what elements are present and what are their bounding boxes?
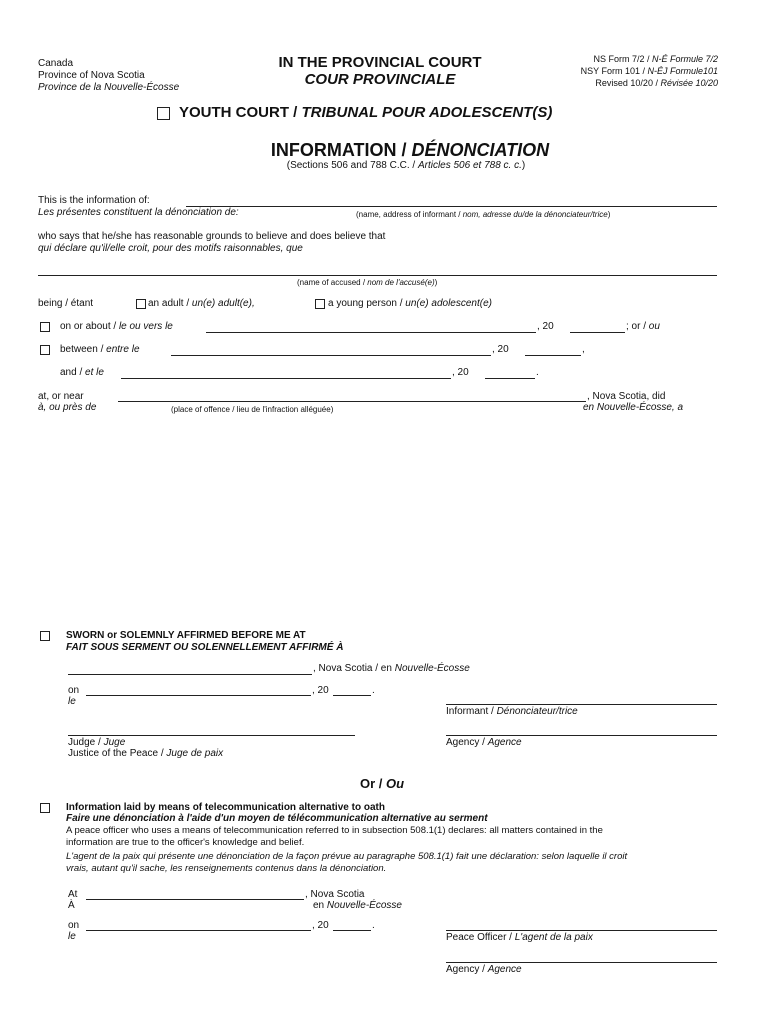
telecom-body-en-1: A peace officer who uses a means of telecommunication referred to in subsection 508.1(1) declares: all matters contained in the xyxy=(66,825,603,836)
and-year-prefix: , 20 xyxy=(452,367,469,378)
between-year-prefix: , 20 xyxy=(492,344,509,355)
youth-court-checkbox[interactable] xyxy=(157,107,170,120)
or-separator: Or / Ou xyxy=(360,776,405,791)
on-or-about-label: on or about / le ou vers le xyxy=(60,321,173,332)
between-comma: , xyxy=(582,344,585,355)
telecom-body-fr-2: vrais, autant qu'il sache, les renseignements contenus dans la dénonciation. xyxy=(66,863,387,874)
between-checkbox[interactable] xyxy=(40,345,50,355)
telecom-title-en: Information laid by means of telecommunication alternative to oath xyxy=(66,802,385,813)
telecom-checkbox[interactable] xyxy=(40,803,50,813)
on-or-about-date-field[interactable] xyxy=(206,320,536,333)
grounds-text-en: who says that he/she has reasonable grounds to believe and does believe that xyxy=(38,231,386,242)
sworn-period: . xyxy=(372,685,375,696)
sworn-agency-field[interactable] xyxy=(446,723,717,736)
and-period: . xyxy=(536,367,539,378)
sworn-title-en: SWORN or SOLEMNLY AFFIRMED BEFORE ME AT xyxy=(66,630,306,641)
sworn-on-label: on xyxy=(68,685,80,696)
nouvelle-ecosse-a-label: en Nouvelle-Écosse, a xyxy=(583,402,684,413)
on-year-field[interactable] xyxy=(570,320,625,333)
or-label: ; or / ou xyxy=(626,321,660,332)
grounds-text-fr: qui déclare qu'il/elle croit, pour des motifs raisonnables, que xyxy=(38,243,303,254)
form-revised-line: Revised 10/20 / Révisée 10/20 xyxy=(595,78,718,88)
sworn-checkbox[interactable] xyxy=(40,631,50,641)
place-caption: (place of offence / lieu de l'infraction alléguée) xyxy=(171,405,334,414)
court-title-en: IN THE PROVINCIAL COURT xyxy=(278,54,482,71)
informant-caption: (name, address of informant / nom, adresse du/de la dénonciateur/trice) xyxy=(356,210,611,219)
accused-caption: (name of accused / nom de l'accusé(e)) xyxy=(297,278,438,287)
form-nsy-line: NSY Form 101 / N-ÉJ Formule101 xyxy=(580,66,718,76)
telecom-agency-label: Agency / Agence xyxy=(446,964,522,975)
judge-label: Judge / Juge xyxy=(68,737,126,748)
form-title: INFORMATION / DÉNONCIATION xyxy=(270,140,550,160)
place-field[interactable] xyxy=(118,389,586,402)
telecom-agency-field[interactable] xyxy=(446,950,717,963)
province-fr-label: Province de la Nouvelle-Écosse xyxy=(38,82,180,93)
on-year-prefix: , 20 xyxy=(537,321,554,332)
telecom-a-label: À xyxy=(68,900,75,911)
telecom-nouvelle-ecosse-label: en Nouvelle-Écosse xyxy=(313,900,402,911)
court-title-fr: COUR PROVINCIALE xyxy=(304,71,456,88)
telecom-body-fr-1: L'agent de la paix qui présente une dénonciation de la façon prévue au paragraphe 508.1(1) fait une déclaration: selon laquelle il croit xyxy=(66,851,628,862)
and-date-field[interactable] xyxy=(121,366,451,379)
telecom-title-fr: Faire une dénonciation à l'aide d'un moyen de télécommunication alternative au serment xyxy=(66,813,488,824)
sworn-le-label: le xyxy=(68,696,76,707)
form-subtitle: (Sections 506 and 788 C.C. / Articles 506 et 788 c. c.) xyxy=(286,160,526,171)
informant-signature-field[interactable] xyxy=(446,692,717,705)
youth-court-label: YOUTH COURT / TRIBUNAL POUR ADOLESCENT(S) xyxy=(179,104,553,121)
telecom-date-field[interactable] xyxy=(86,918,311,931)
judge-signature-field[interactable] xyxy=(68,723,355,736)
place-label-fr: à, ou près de xyxy=(38,402,97,413)
form-number-line: NS Form 7/2 / N-É Formule 7/2 xyxy=(593,54,718,64)
between-label: between / entre le xyxy=(60,344,140,355)
adult-label: an adult / un(e) adult(e), xyxy=(148,298,255,309)
between-year-field[interactable] xyxy=(525,343,581,356)
sworn-nova-scotia-label: , Nova Scotia / en Nouvelle-Écosse xyxy=(313,663,470,674)
sworn-year-field[interactable] xyxy=(333,683,371,696)
and-year-field[interactable] xyxy=(485,366,535,379)
sworn-date-field[interactable] xyxy=(86,683,311,696)
and-label: and / et le xyxy=(60,367,104,378)
accused-name-field[interactable] xyxy=(38,263,717,276)
place-label-en: at, or near xyxy=(38,391,84,402)
peace-officer-signature-field[interactable] xyxy=(446,918,717,931)
informant-name-field[interactable] xyxy=(186,194,717,207)
informant-signature-label: Informant / Dénonciateur/trice xyxy=(446,706,578,717)
informant-label-en: This is the information of: xyxy=(38,195,150,206)
country-label: Canada xyxy=(38,58,74,69)
telecom-nova-scotia-label: , Nova Scotia xyxy=(305,889,365,900)
sworn-year-prefix: , 20 xyxy=(312,685,329,696)
peace-officer-label: Peace Officer / L'agent de la paix xyxy=(446,932,593,943)
on-or-about-checkbox[interactable] xyxy=(40,322,50,332)
sworn-title-fr: FAIT SOUS SERMENT OU SOLENNELLEMENT AFFIRMÉ À xyxy=(66,642,344,653)
telecom-body-en-2: information are true to the officer's knowledge and belief. xyxy=(66,837,305,848)
province-en-label: Province of Nova Scotia xyxy=(38,70,145,81)
sworn-agency-label: Agency / Agence xyxy=(446,737,522,748)
young-person-label: a young person / un(e) adolescent(e) xyxy=(328,298,492,309)
justice-of-peace-label: Justice of the Peace / Juge de paix xyxy=(68,748,224,759)
telecom-le-label: le xyxy=(68,931,76,942)
young-person-checkbox[interactable] xyxy=(315,299,325,309)
adult-checkbox[interactable] xyxy=(136,299,146,309)
sworn-place-field[interactable] xyxy=(68,662,312,675)
informant-label-fr: Les présentes constituent la dénonciation de: xyxy=(38,207,239,218)
telecom-year-prefix: , 20 xyxy=(312,920,329,931)
nova-scotia-did-label: , Nova Scotia, did xyxy=(587,391,666,402)
telecom-at-label: At xyxy=(68,889,78,900)
telecom-year-field[interactable] xyxy=(333,918,371,931)
between-date-field[interactable] xyxy=(171,343,491,356)
telecom-on-label: on xyxy=(68,920,80,931)
telecom-place-field[interactable] xyxy=(86,887,304,900)
being-label: being / étant xyxy=(38,298,94,309)
telecom-period: . xyxy=(372,920,375,931)
